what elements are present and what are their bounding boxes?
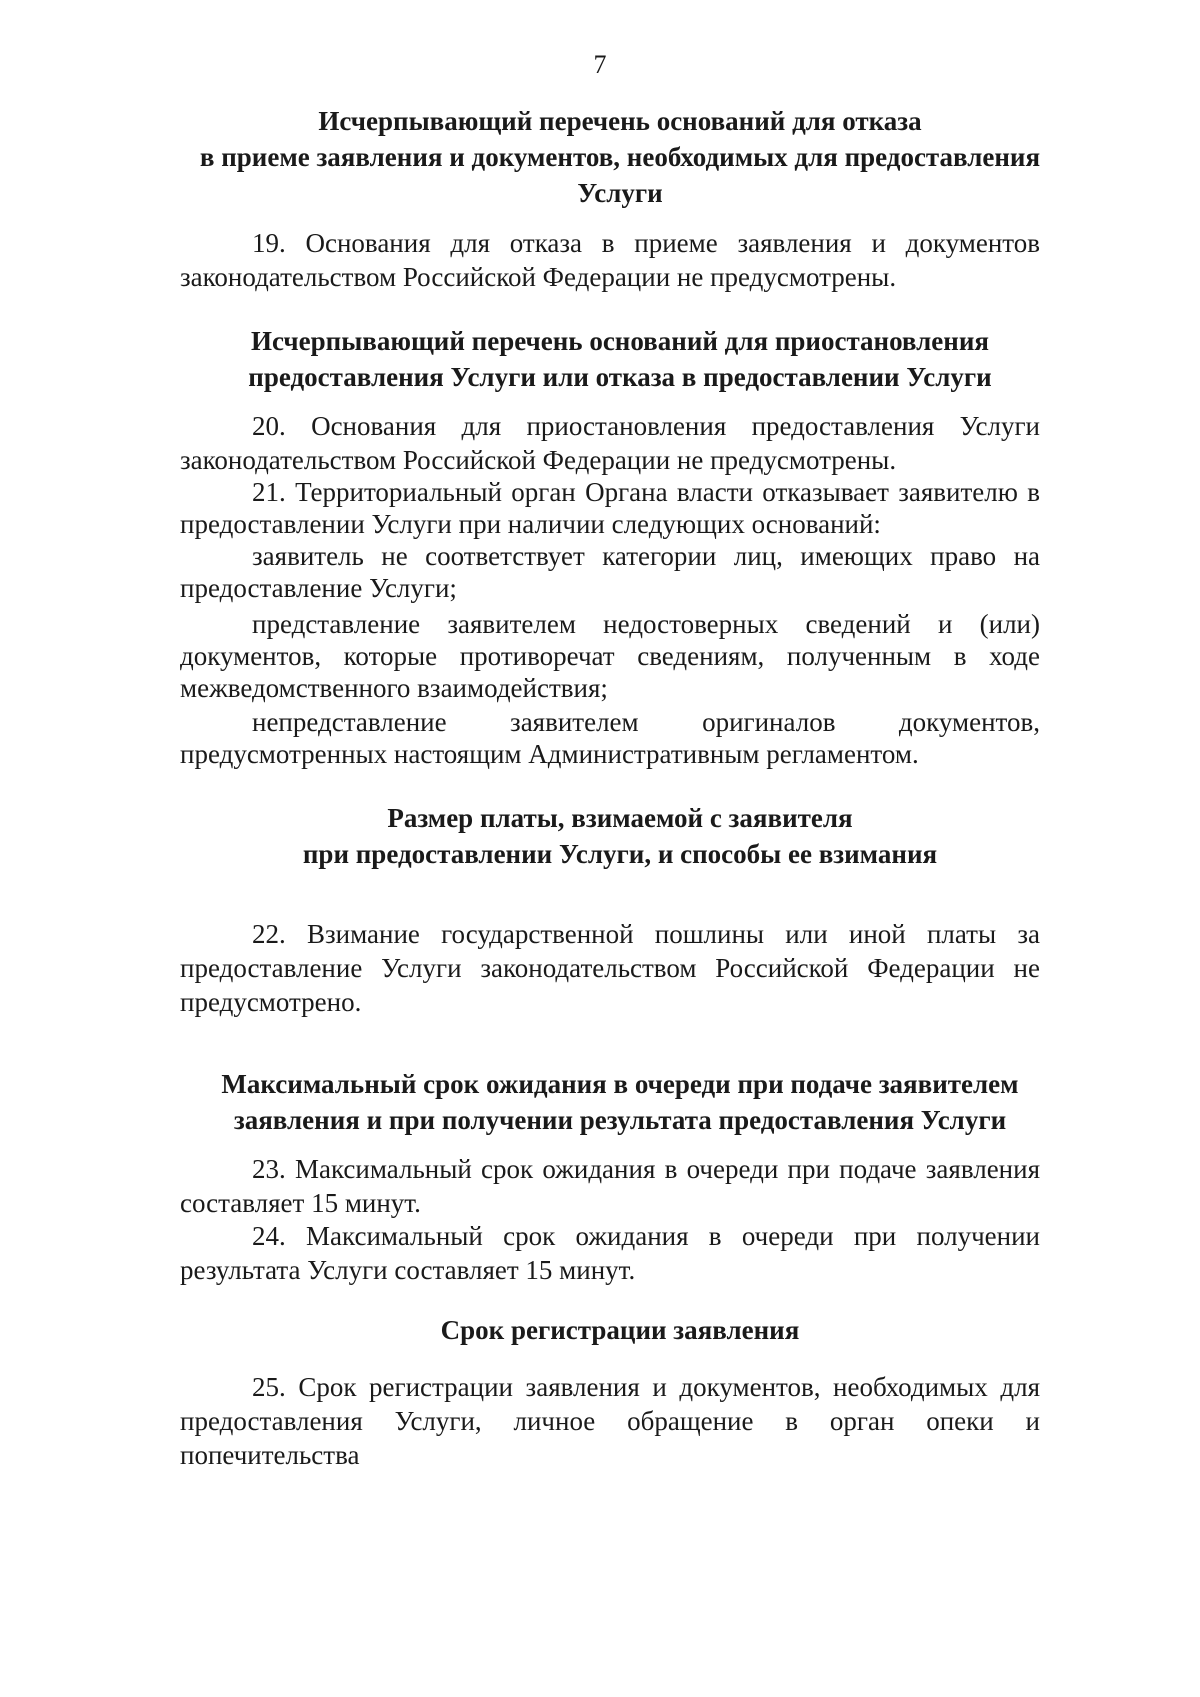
paragraph-20: 20. Основания для приостановления предоставления Услуги законодательством Российской Федерации не предусмотрены. — [180, 411, 1040, 475]
paragraph-21: 21. Территориальный орган Органа власти отказывает заявителю в предоставлении Услуги при наличии следующих оснований: — [180, 477, 1040, 539]
page-number: 7 — [593, 50, 607, 79]
paragraph-23: 23. Максимальный срок ожидания в очереди при подаче заявления составляет 15 минут. — [180, 1154, 1040, 1218]
paragraph-21-item-a: заявитель не соответствует категории лиц, имеющих право на предоставление Услуги; — [180, 541, 1040, 603]
paragraph-19: 19. Основания для отказа в приеме заявления и документов законодательством Российской Федерации не предусмотрены. — [180, 228, 1040, 292]
heading-line: предоставления Услуги или отказа в предоставлении Услуги — [248, 362, 992, 392]
heading-line: Исчерпывающий перечень оснований для приостановления — [250, 326, 990, 356]
paragraph-25: 25. Срок регистрации заявления и документов, необходимых для предоставления Услуги, личное обращение в орган опеки и попечительства — [180, 1372, 1040, 1470]
paragraph-21-item-b: представление заявителем недостоверных сведений и (или) документов, которые противоречат сведениям, полученным в ходе межведомственного взаимодействия; — [180, 609, 1040, 703]
heading-fee — [170, 800, 1070, 872]
heading-line: в приеме заявления и документов, необходимых для предоставления — [199, 142, 1041, 172]
heading-suspension-refusal — [170, 323, 1070, 395]
heading-line: Срок регистрации заявления — [440, 1315, 800, 1345]
heading-line: Исчерпывающий перечень оснований для отказа — [318, 106, 922, 136]
heading-line: Максимальный срок ожидания в очереди при подаче заявителем — [221, 1069, 1019, 1099]
paragraph-22: 22. Взимание государственной пошлины или иной платы за предоставление Услуги законодательством Российской Федерации не предусмотрено. — [180, 919, 1040, 1017]
heading-line: Размер платы, взимаемой с заявителя — [387, 803, 853, 833]
paragraph-21-item-c: непредставление заявителем оригиналов документов, предусмотренных настоящим Административным регламентом. — [180, 707, 1040, 769]
heading-queue-time — [170, 1066, 1070, 1138]
heading-line: Услуги — [577, 178, 663, 208]
heading-refusal-acceptance — [170, 103, 1070, 211]
heading-line: при предоставлении Услуги, и способы ее взимания — [302, 839, 938, 869]
heading-line: заявления и при получении результата предоставления Услуги — [233, 1105, 1007, 1135]
heading-registration-term — [170, 1312, 1070, 1348]
paragraph-24: 24. Максимальный срок ожидания в очереди при получении результата Услуги составляет 15 минут. — [180, 1221, 1040, 1285]
